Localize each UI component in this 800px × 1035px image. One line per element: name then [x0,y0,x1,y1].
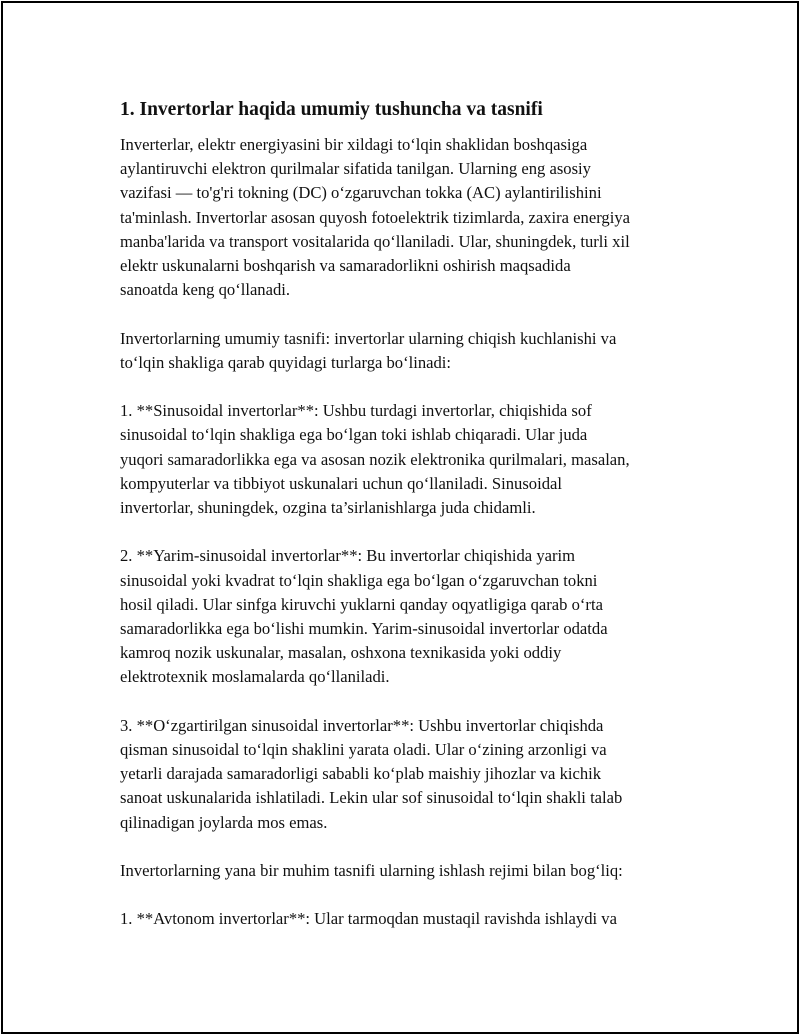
text-line: 1. **Sinusoidal invertorlar**: Ushbu turdagi invertorlar, chiqishida sof [120,401,592,421]
document-page [1,1,799,1034]
text-line: aylantiruvchi elektron qurilmalar sifatida tanilgan. Ularning eng asosiy [120,159,591,179]
text-line: sinusoidal yoki kvadrat to‘lqin shakliga ega bo‘lgan o‘zgaruvchan tokni [120,570,598,590]
text-line: 3. **O‘zgartirilgan sinusoidal invertorlar**: Ushbu invertorlar chiqishda [120,715,604,735]
text-line: ta'minlash. Invertorlar asosan quyosh fotoelektrik tizimlarda, zaxira energiya [120,207,630,227]
text-line: 1. **Avtonom invertorlar**: Ular tarmoqdan mustaqil ravishda ishlaydi va [120,909,617,929]
autonomous-paragraph [120,907,700,931]
text-line: sanoat uskunalarida ishlatiladi. Lekin ular sof sinusoidal to‘lqin shakli talab [120,788,623,808]
semi-sinusoidal-paragraph [120,544,700,689]
text-line: manba'larida va transport vositalarida qo‘llaniladi. Ular, shuningdek, turli xil [120,231,630,251]
text-line: hosil qiladi. Ular sinfga kiruvchi yuklarni qanday oqyatligiga qarab o‘rta [120,594,603,614]
text-line: samaradorlikka ega bo‘lishi mumkin. Yarim-sinusoidal invertorlar odatda [120,619,608,639]
text-line: elektr uskunalarni boshqarish va samaradorlikni oshirish maqsadida [120,256,571,276]
text-line: vazifasi — to'g'ri tokning (DC) o‘zgaruvchan tokka (AC) aylantirilishini [120,183,602,203]
text-line: Invertorlarning yana bir muhim tasnifi ularning ishlash rejimi bilan bog‘liq: [120,861,623,881]
document-body [120,97,700,956]
text-line: qisman sinusoidal to‘lqin shaklini yarata oladi. Ular o‘zining arzonligi va [120,740,607,760]
text-line: qilinadigan joylarda mos emas. [120,812,328,832]
text-line: elektrotexnik moslamalarda qo‘llaniladi. [120,667,390,687]
section-heading: 1. Invertorlar haqida umumiy tushuncha va tasnifi [120,99,543,120]
text-line: to‘lqin shakliga qarab quyidagi turlarga bo‘linadi: [120,352,452,372]
classification-intro-paragraph [120,327,700,375]
text-line: kompyuterlar va tibbiyot uskunalari uchun qo‘llaniladi. Sinusoidal [120,473,562,493]
text-line: kamroq nozik uskunalar, masalan, oshxona texnikasida yoki oddiy [120,643,562,663]
text-line: Invertorlarning umumiy tasnifi: invertorlar ularning chiqish kuchlanishi va [120,328,617,348]
text-line: Inverterlar, elektr energiyasini bir xildagi to‘lqin shaklidan boshqasiga [120,135,588,154]
sinusoidal-paragraph [120,399,700,520]
text-line: yetarli darajada samaradorligi sababli ko‘plab maishiy jihozlar va kichik [120,764,602,784]
modified-sinusoidal-paragraph [120,714,700,835]
text-line: invertorlar, shuningdek, ozgina ta’sirlanishlarga juda chidamli. [120,498,536,518]
operating-mode-intro-paragraph [120,859,700,883]
intro-paragraph [120,133,700,302]
text-line: sanoatda keng qo‘llanadi. [120,280,291,300]
text-line: 2. **Yarim-sinusoidal invertorlar**: Bu invertorlar chiqishida yarim [120,546,576,566]
text-line: yuqori samaradorlikka ega va asosan nozik elektronika qurilmalari, masalan, [120,449,630,469]
text-line: sinusoidal to‘lqin shakliga ega bo‘lgan toki ishlab chiqaradi. Ular juda [120,425,588,445]
